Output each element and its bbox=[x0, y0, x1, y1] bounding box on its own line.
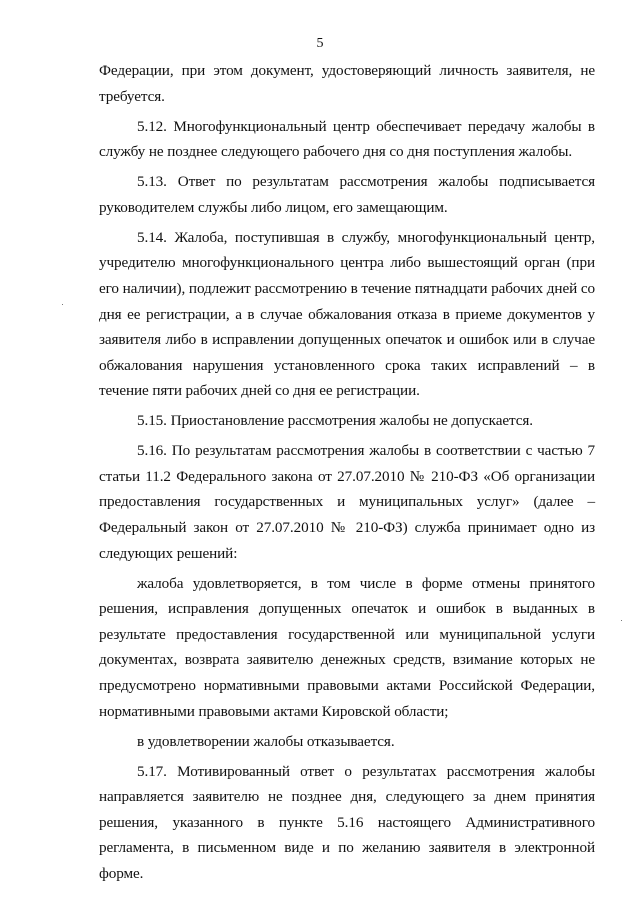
paragraph-5-16: 5.16. По результатам рассмотрения жалобы в соответствии с частью 7 статьи 11.2 Федерального закона от 27.07.2010 № 210-ФЗ «Об организации предоставления государственных и муниципальных услуг» (далее – Федеральный закон от 27.07.2010 № 210-ФЗ) служба принимает одно из следующих решений: bbox=[99, 442, 595, 562]
paragraph-5-13: 5.13. Ответ по результатам рассмотрения жалобы подписывается руководителем службы либо лицом, его замещающим. bbox=[99, 173, 595, 216]
paragraph-continuation: Федерации, при этом документ, удостоверяющий личность заявителя, не требуется. bbox=[99, 62, 595, 105]
scan-speck bbox=[62, 304, 63, 305]
paragraph-5-15: 5.15. Приостановление рассмотрения жалобы не допускается. bbox=[137, 412, 533, 430]
scan-speck bbox=[621, 620, 622, 621]
paragraph-5-17: 5.17. Мотивированный ответ о результатах рассмотрения жалобы направляется заявителю не позднее дня, следующего за днем принятия решения, указанного в пункте 5.16 настоящего Административного регламента, в письменном виде и по желанию заявителя в электронной форме. bbox=[99, 762, 595, 882]
paragraph-5-14: 5.14. Жалоба, поступившая в службу, многофункциональный центр, учредителю многофункционального центра либо вышестоящий орган (при его наличии), подлежит рассмотрению в течение пятнадцати рабочих дней со дня ее регистрации, а в случае обжалования отказа в приеме документов у заявителя либо в исправлении допущенных опечаток и ошибок или в случае обжалования нарушения установленного срока таких исправлений – в течение пяти рабочих дней со дня ее регистрации. bbox=[99, 228, 595, 400]
paragraph-decision-satisfied: жалоба удовлетворяется, в том числе в форме отмены принятого решения, исправления допущенных опечаток и ошибок в выданных в результате предоставления государственной или муниципальной услуги документах, возврата заявителю денежных средств, взимание которых не предусмотрено нормативными правовыми актами Российской Федерации, нормативными правовыми актами Кировской области; bbox=[99, 574, 595, 720]
paragraph-5-12: 5.12. Многофункциональный центр обеспечивает передачу жалобы в службу не позднее следующего рабочего дня со дня поступления жалобы. bbox=[99, 117, 595, 161]
page-number: 5 bbox=[316, 36, 324, 51]
document-body bbox=[99, 58, 595, 887]
paragraph-decision-refused: в удовлетворении жалобы отказывается. bbox=[137, 732, 395, 750]
